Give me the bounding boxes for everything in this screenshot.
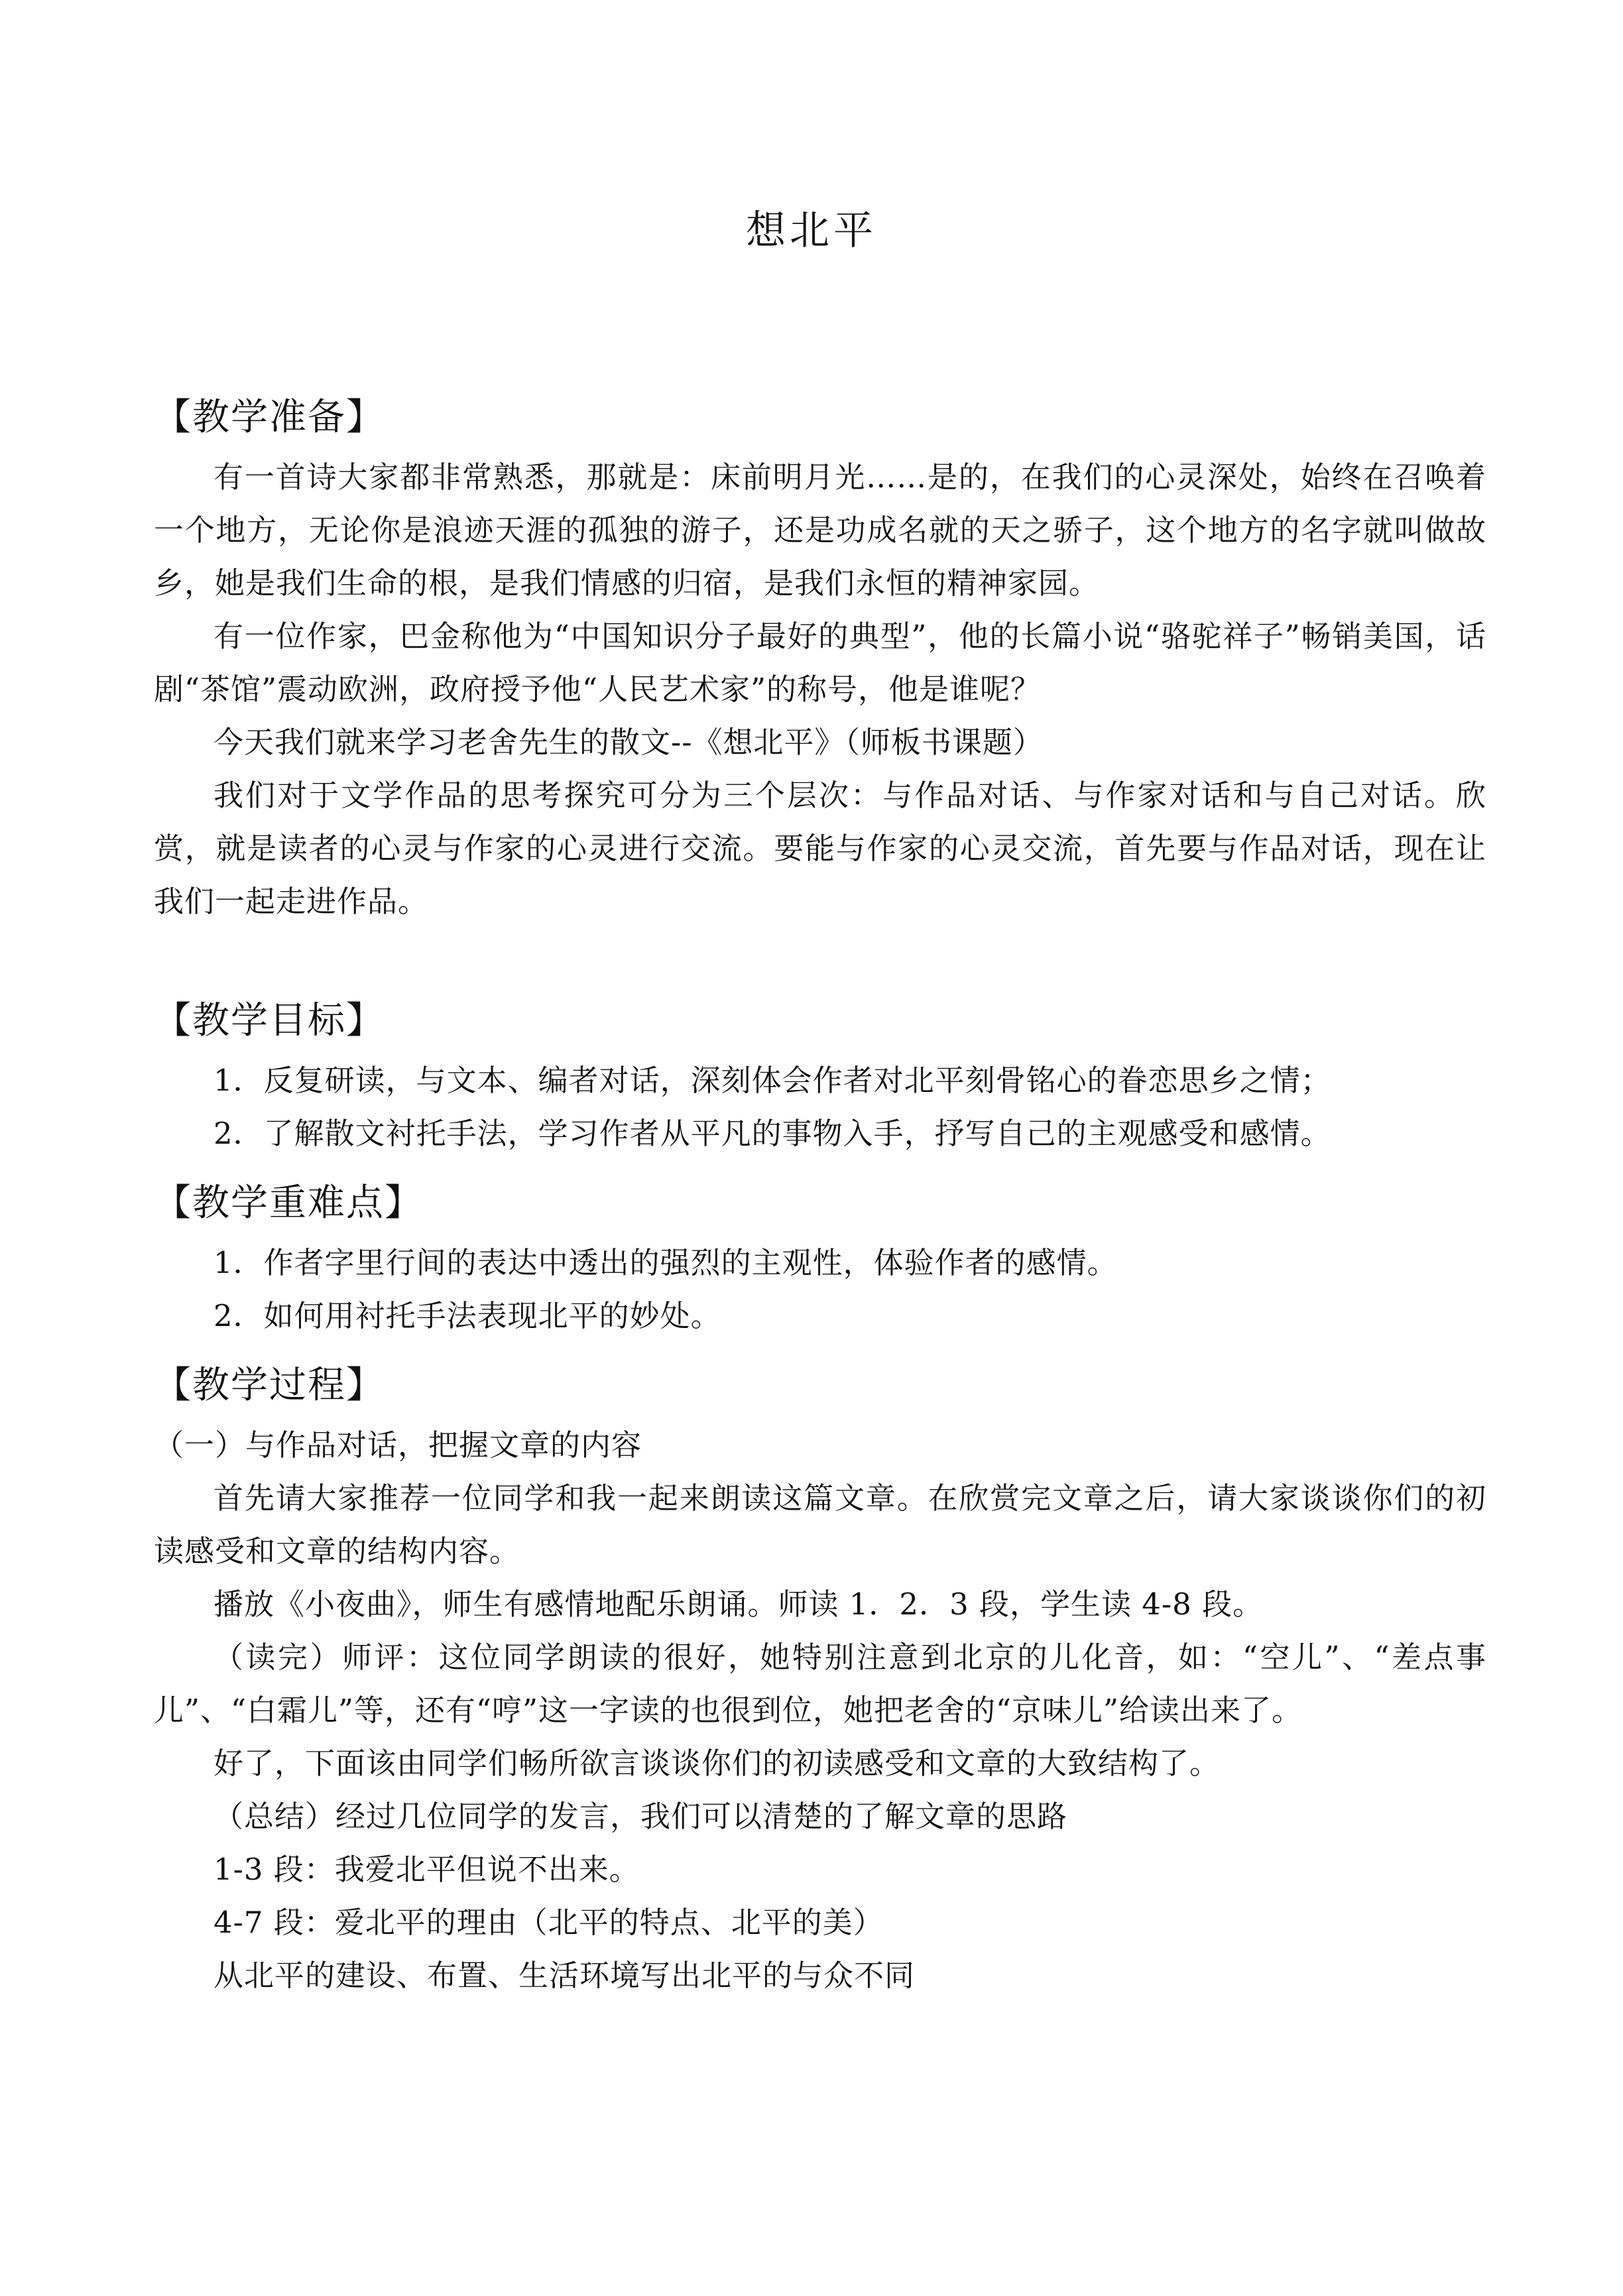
subheading: （一）与作品对话，把握文章的内容 [154,1427,642,1463]
paragraph: 从北平的建设、布置、生活环境写出北平的与众不同 [213,1958,916,1993]
document-title: 想北平 [746,208,877,254]
paragraph: 有一首诗大家都非常熟悉，那就是：床前明月光……是的，在我们的心灵深处，始终在召唤着一个地方，无论你是浪迹天涯的孤独的游子，还是功成名就的天之骄子，这个地方的名字就叫做故乡，她是我们生命的根，是我们情感的归宿，是我们永恒的精神家园。 [154,459,1486,601]
paragraph: 我们对于文学作品的思考探究可分为三个层次：与作品对话、与作家对话和与自己对话。欣赏，就是读者的心灵与作家的心灵进行交流。要能与作家的心灵交流，首先要与作品对话，现在让我们一起走进作品。 [154,778,1486,919]
paragraph: 播放《小夜曲》，师生有感情地配乐朗诵。师读 1．2．3 段，学生读 4-8 段。 [213,1587,1264,1622]
heading-teaching-process: 【教学过程】 [154,1364,385,1407]
paragraph: 今天我们就来学习老舍先生的散文--《想北平》（师板书课题） [213,725,1044,760]
list-item: 2．了解散文衬托手法，学习作者从平凡的事物入手，抒写自己的主观感受和感情。 [213,1116,1331,1151]
paragraph: （总结）经过几位同学的发言，我们可以清楚的了解文章的思路 [213,1799,1068,1834]
paragraph: 有一位作家，巴金称他为“中国知识分子最好的典型”，他的长篇小说“骆驼祥子”畅销美国，话剧“茶馆”震动欧洲，政府授予他“人民艺术家”的称号，他是谁呢？ [154,619,1486,707]
heading-key-points: 【教学重难点】 [154,1181,423,1225]
heading-teaching-goals: 【教学目标】 [154,999,385,1042]
paragraph: 好了，下面该由同学们畅所欲言谈谈你们的初读感受和文章的大致结构了。 [213,1746,1221,1781]
heading-teaching-prep: 【教学准备】 [154,396,385,439]
paragraph: （读完）师评：这位同学朗读的很好，她特别注意到北京的儿化音，如：“空儿”、“差点事儿”、“白霜儿”等，还有“哼”这一字读的也很到位，她把老舍的“京味儿”给读出来了。 [154,1640,1486,1728]
paragraph: 首先请大家推荐一位同学和我一起来朗读这篇文章。在欣赏完文章之后，请大家谈谈你们的初读感受和文章的结构内容。 [154,1480,1486,1569]
list-item: 1．作者字里行间的表达中透出的强烈的主观性，体验作者的感情。 [213,1245,1118,1280]
paragraph: 4-7 段：爱北平的理由（北平的特点、北平的美） [213,1905,884,1940]
paragraph: 1-3 段：我爱北平但说不出来。 [213,1852,640,1887]
list-item: 2．如何用衬托手法表现北平的妙处。 [213,1298,721,1333]
list-item: 1．反复研读，与文本、编者对话，深刻体会作者对北平刻骨铭心的眷恋思乡之情； [213,1063,1331,1098]
